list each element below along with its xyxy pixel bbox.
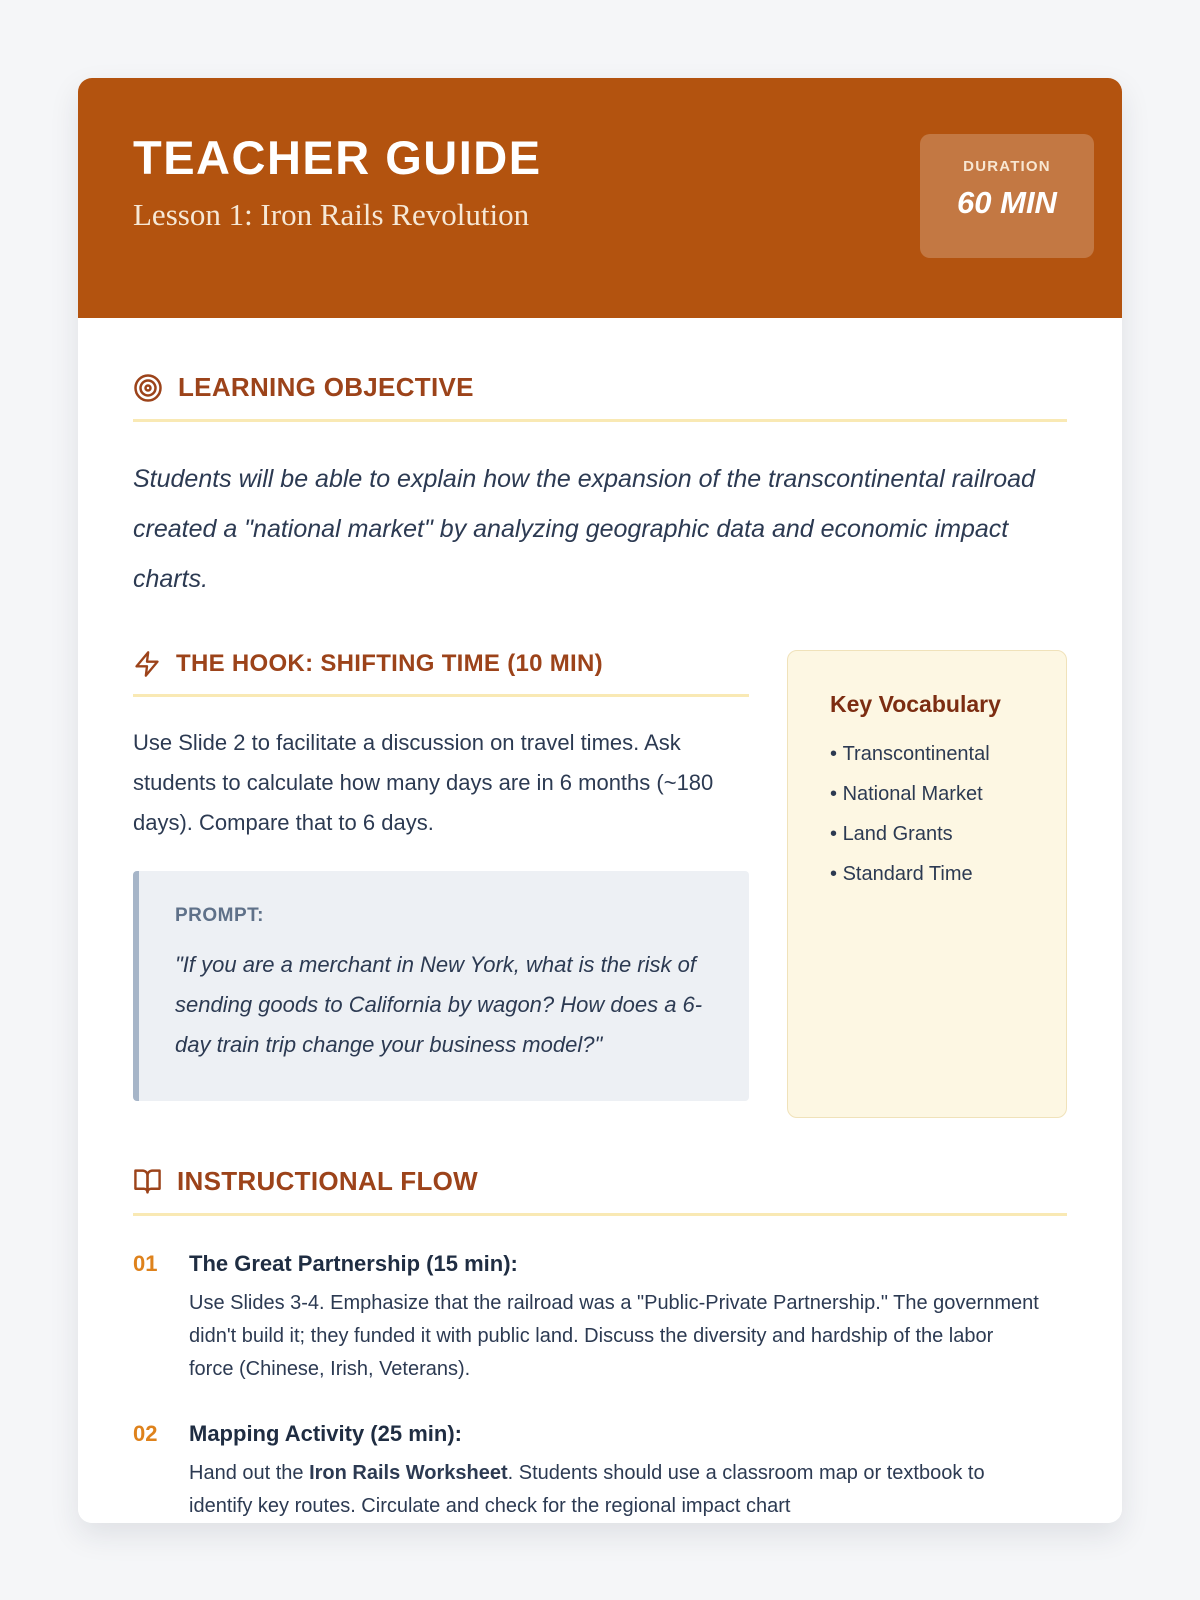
step-body-text: Hand out the bbox=[189, 1461, 310, 1484]
duration-label: DURATION bbox=[963, 158, 1051, 175]
target-icon bbox=[133, 373, 163, 403]
lesson-subtitle: Lesson 1: Iron Rails Revolution bbox=[133, 197, 530, 232]
guide-body bbox=[78, 318, 1122, 1523]
instructional-flow-section bbox=[133, 1166, 1067, 1523]
vocabulary-item: • Land Grants bbox=[830, 814, 1046, 854]
duration-value: 60 MIN bbox=[957, 185, 1057, 220]
prompt-quote: "If you are a merchant in New York, what is the risk of sending goods to California by wagon? How does a 6-day train trip change your business model?" bbox=[175, 952, 703, 1058]
instructional-flow-heading bbox=[133, 1166, 1067, 1216]
step-content bbox=[189, 1420, 1039, 1523]
objective-text: Students will be able to explain how the expansion of the transcontinental railroad created a "national market" by analyzing geographic data and economic impact charts. bbox=[133, 465, 1035, 593]
vocabulary-item: • Standard Time bbox=[830, 854, 1046, 894]
hook-text: Use Slide 2 to facilitate a discussion on travel times. Ask students to calculate how many days are in 6 months (~180 days). Compare that to 6 days. bbox=[133, 730, 714, 836]
section-heading-label: INSTRUCTIONAL FLOW bbox=[177, 1166, 478, 1196]
hook-vocab-columns bbox=[133, 650, 1067, 1118]
step-body: Use Slides 3-4. Emphasize that the railroad was a "Public-Private Partnership." The government didn't build it; they funded it with public land. Discuss the diversity and hardship of the labor force (Chinese, Irish, Veterans). bbox=[189, 1291, 1039, 1380]
step-body-text: . Students should use a classroom map or textbook to identify key routes. Circulate and check for the regional impact chart bbox=[189, 1461, 985, 1517]
step-body bbox=[189, 1457, 1039, 1523]
step-title: Mapping Activity (25 min): bbox=[189, 1421, 462, 1447]
prompt-box bbox=[133, 871, 749, 1101]
vocabulary-title: Key Vocabulary bbox=[830, 691, 1001, 717]
lightning-icon bbox=[133, 650, 161, 678]
learning-objective-section bbox=[133, 372, 1067, 604]
vocabulary-item: • National Market bbox=[830, 774, 1046, 814]
prompt-label: PROMPT: bbox=[175, 905, 264, 927]
vocabulary-list bbox=[830, 734, 1046, 894]
hook-heading bbox=[133, 650, 749, 697]
guide-header bbox=[78, 78, 1122, 318]
learning-objective-heading bbox=[133, 372, 1067, 422]
step-title: The Great Partnership (15 min): bbox=[189, 1251, 518, 1276]
vocabulary-column bbox=[787, 650, 1067, 1118]
step-number: 01 bbox=[133, 1251, 158, 1276]
key-vocabulary-box bbox=[787, 650, 1067, 1118]
worksheet-name: Iron Rails Worksheet bbox=[309, 1461, 508, 1484]
duration-badge bbox=[920, 134, 1094, 258]
header-title-block bbox=[133, 131, 542, 233]
section-heading-label: THE HOOK: SHIFTING TIME (10 MIN) bbox=[176, 650, 603, 677]
flow-step-1 bbox=[133, 1250, 1067, 1386]
step-number: 02 bbox=[133, 1421, 158, 1447]
step-content bbox=[189, 1250, 1039, 1386]
page-title: TEACHER GUIDE bbox=[133, 131, 542, 184]
hook-column bbox=[133, 650, 749, 1101]
vocabulary-item: • Transcontinental bbox=[830, 734, 1046, 774]
flow-step-2 bbox=[133, 1420, 1067, 1523]
teacher-guide-card bbox=[78, 78, 1122, 1523]
section-heading-label: LEARNING OBJECTIVE bbox=[178, 372, 474, 402]
book-open-icon bbox=[133, 1167, 162, 1196]
